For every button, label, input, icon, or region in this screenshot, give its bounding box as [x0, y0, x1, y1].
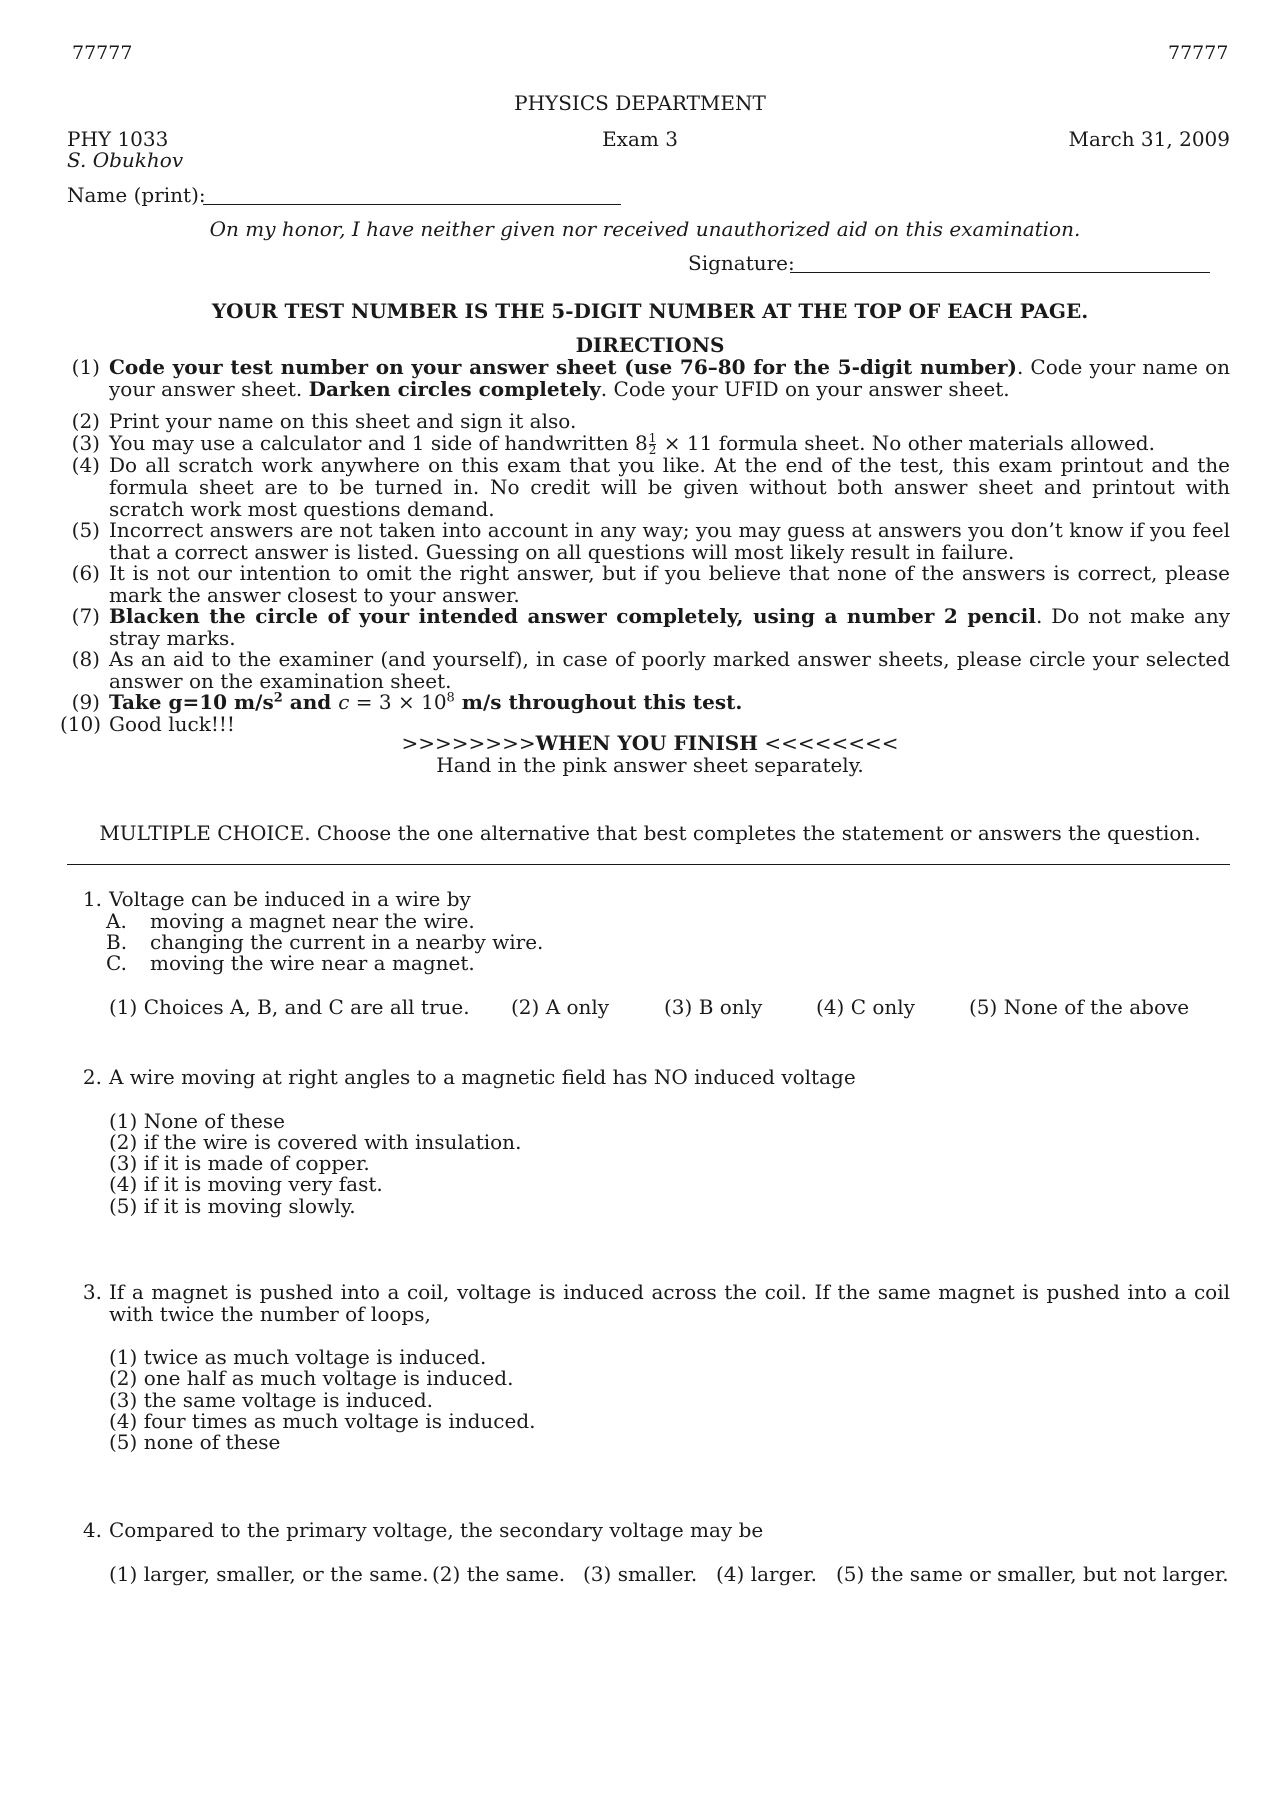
answer-option-2[interactable]: (2) the same. — [432, 1562, 566, 1586]
direction-segment: = 3 × 10 — [349, 690, 447, 714]
question-number: 1. — [82, 887, 102, 911]
answer-option-1[interactable]: (1) larger, smaller, or the same. — [109, 1562, 429, 1586]
answer-option-5[interactable]: (5) none of these — [109, 1430, 281, 1454]
direction-emphasis: and — [282, 690, 339, 714]
finish-heading — [0, 732, 1280, 754]
statement-text: changing the current in a nearby wire. — [150, 930, 544, 954]
direction-segment: As an aid to the examiner (and yourself), in case of poorly marked answer sheets, please circle your selected answer on the examination sheet. — [109, 647, 1230, 693]
answer-option-3[interactable]: (3) the same voltage is induced. — [109, 1388, 434, 1412]
answer-option-2[interactable]: (2) A only — [511, 995, 610, 1019]
direction-number: (2) — [71, 409, 100, 433]
answer-option-4[interactable]: (4) four times as much voltage is induced. — [109, 1409, 536, 1433]
direction-segment: You may use a calculator and 1 side of handwritten 8 — [109, 431, 648, 455]
direction-number: (4) — [71, 453, 100, 477]
direction-emphasis: Darken circles completely — [308, 377, 601, 401]
statement-text: moving a magnet near the wire. — [150, 909, 475, 933]
question-text: If a magnet is pushed into a coil, voltage is induced across the coil. If the same magnet is pushed into a coil with twice the number of loops, — [109, 1280, 1230, 1326]
superscript: 2 — [273, 690, 283, 706]
answer-option-3[interactable]: (3) smaller. — [583, 1562, 698, 1586]
direction-emphasis: Take g=10 m/s — [109, 690, 274, 714]
direction-segment: Good luck!!! — [109, 712, 235, 736]
answer-option-3[interactable]: (3) if it is made of copper. — [109, 1151, 370, 1175]
direction-text — [109, 605, 1230, 649]
statement-text: moving the wire near a magnet. — [150, 951, 475, 975]
direction-segment: × 11 formula sheet. No other materials allowed. — [657, 431, 1155, 455]
finish-arrows-left: >>>>>>>> — [401, 731, 536, 755]
answer-option-1[interactable]: (1) None of these — [109, 1109, 285, 1133]
fraction-numerator: 1 — [648, 431, 657, 445]
question-number: 4. — [82, 1518, 102, 1542]
question-text: A wire moving at right angles to a magnetic field has NO induced voltage — [109, 1065, 856, 1089]
answer-option-5[interactable]: (5) the same or smaller, but not larger. — [836, 1562, 1229, 1586]
test-number-right: 77777 — [1168, 42, 1229, 64]
signature-label: Signature: — [688, 251, 795, 275]
directions-title: DIRECTIONS — [575, 333, 725, 357]
answer-option-5[interactable]: (5) if it is moving slowly. — [109, 1194, 356, 1218]
name-label: Name (print): — [67, 183, 206, 207]
direction-number: (1) — [71, 355, 100, 379]
course-code: PHY 1033 — [67, 127, 169, 151]
statement-a — [106, 910, 475, 932]
question-number: 2. — [82, 1065, 102, 1089]
direction-number: (6) — [71, 561, 100, 585]
honor-statement: On my honor, I have neither given nor received unauthorized aid on this examination. — [209, 217, 1081, 241]
finish-title: WHEN YOU FINISH — [535, 731, 759, 755]
test-number-notice: YOUR TEST NUMBER IS THE 5-DIGIT NUMBER AT THE TOP OF EACH PAGE. — [211, 299, 1089, 323]
answer-option-2[interactable]: (2) if the wire is covered with insulation. — [109, 1130, 522, 1154]
direction-segment: Print your name on this sheet and sign it also. — [109, 409, 577, 433]
finish-arrows-right: <<<<<<<< — [758, 731, 899, 755]
direction-number: (10) — [60, 712, 102, 736]
finish-instruction: Hand in the pink answer sheet separately. — [436, 753, 864, 777]
department-title: PHYSICS DEPARTMENT — [514, 91, 766, 115]
question-number: 3. — [82, 1280, 102, 1304]
exam-date: March 31, 2009 — [1068, 127, 1230, 151]
statement-letter: C. — [106, 951, 127, 975]
direction-number: (7) — [71, 604, 100, 628]
answer-option-3[interactable]: (3) B only — [664, 995, 763, 1019]
signature-line[interactable] — [790, 272, 1210, 273]
statement-c — [106, 952, 475, 974]
fraction-denominator: 2 — [648, 443, 657, 457]
direction-emphasis: Blacken the circle of your intended answer completely, using a number 2 pencil — [109, 604, 1036, 628]
answer-option-1[interactable]: (1) Choices A, B, and C are all true. — [109, 995, 470, 1019]
test-number-left: 77777 — [72, 42, 133, 64]
instructor-name: S. Obukhov — [67, 148, 184, 172]
superscript: 8 — [446, 690, 455, 706]
direction-emphasis: m/s throughout this test. — [454, 690, 743, 714]
direction-segment: . Code your name on your answer sheet. — [109, 355, 1230, 401]
direction-text — [109, 648, 1230, 692]
direction-number: (3) — [71, 431, 100, 455]
direction-text — [109, 691, 1230, 713]
direction-segment: Do all scratch work anywhere on this exam that you like. At the end of the test, this exam printout and the formula sheet are to be turned in. No credit will be given without both answer sheet and printout with scratch work most questions demand. — [109, 453, 1230, 521]
direction-number: (5) — [71, 518, 100, 542]
answer-option-4[interactable]: (4) if it is moving very fast. — [109, 1172, 383, 1196]
direction-emphasis: Code your test number on your answer sheet (use 76–80 for the 5-digit number) — [109, 355, 1017, 379]
answer-option-4[interactable]: (4) C only — [816, 995, 915, 1019]
direction-segment: Incorrect answers are not taken into account in any way; you may guess at answers you don’t know if you feel that a correct answer is listed. Guessing on all questions will most likely result in failure. — [109, 518, 1230, 564]
statement-b — [106, 931, 543, 953]
statement-letter: A. — [106, 909, 127, 933]
direction-text — [109, 562, 1230, 606]
exam-title: Exam 3 — [602, 127, 678, 151]
direction-text — [109, 356, 1230, 400]
direction-text — [109, 410, 1230, 432]
question-text: Voltage can be induced in a wire by — [109, 887, 471, 911]
direction-number: (8) — [71, 647, 100, 671]
direction-segment: c — [338, 690, 350, 714]
question-text: Compared to the primary voltage, the secondary voltage may be — [109, 1518, 764, 1542]
direction-text — [109, 519, 1230, 563]
answer-option-4[interactable]: (4) larger. — [716, 1562, 817, 1586]
statement-letter: B. — [106, 930, 128, 954]
name-input-line[interactable] — [203, 204, 621, 205]
section-divider — [67, 864, 1230, 865]
answer-option-1[interactable]: (1) twice as much voltage is induced. — [109, 1345, 487, 1369]
direction-number: (9) — [71, 690, 100, 714]
mc-header: MULTIPLE CHOICE. Choose the one alternative that best completes the statement or answers the question. — [99, 821, 1201, 845]
answer-option-2[interactable]: (2) one half as much voltage is induced. — [109, 1366, 514, 1390]
direction-text — [109, 454, 1230, 520]
direction-segment: . Do not make any stray marks. — [109, 604, 1230, 650]
direction-segment: It is not our intention to omit the right answer, but if you believe that none of the answers is correct, please mark the answer closest to your answer. — [109, 561, 1230, 607]
answer-option-5[interactable]: (5) None of the above — [969, 995, 1190, 1019]
direction-segment: . Code your UFID on your answer sheet. — [600, 377, 1010, 401]
